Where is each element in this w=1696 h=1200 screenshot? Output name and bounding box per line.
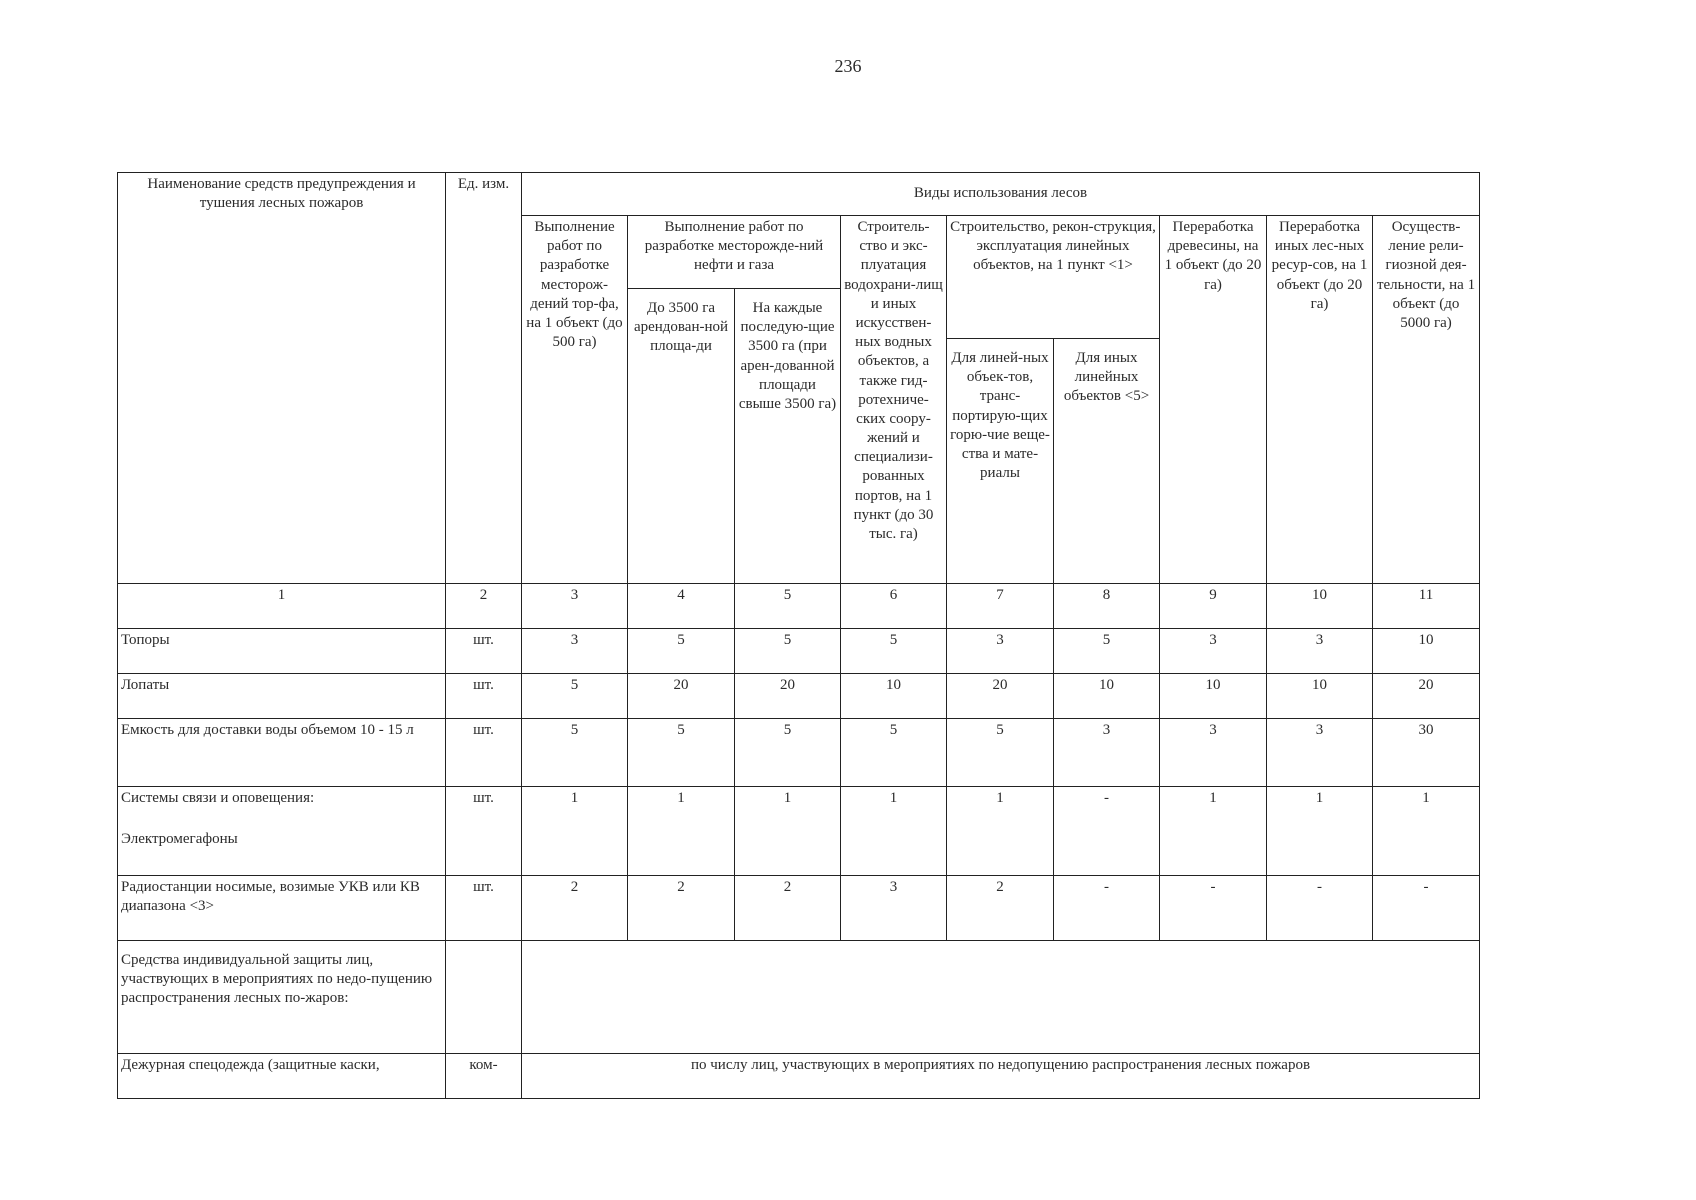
cell-value: 10: [1054, 674, 1160, 719]
cell-value: 3: [1267, 719, 1373, 787]
header-col-8: Для иных линейных объектов <5>: [1054, 339, 1160, 584]
cell-value: 1: [735, 787, 841, 876]
table-row: [118, 719, 1480, 787]
header-col-5: На каждые последую-щие 3500 га (при арен-дованной площади свыше 3500 га): [735, 289, 841, 584]
table-row: [118, 787, 1480, 876]
row-unit: шт.: [446, 787, 522, 876]
row-unit: ком-: [446, 1054, 522, 1099]
cell-value: 5: [628, 719, 735, 787]
row-name: Радиостанции носимые, возимые УКВ или КВ диапазона <3>: [118, 876, 446, 941]
col-number: 6: [841, 584, 947, 629]
section-heading-communications: Системы связи и оповещения:: [121, 790, 315, 806]
cell-value: 5: [841, 719, 947, 787]
cell-value: -: [1160, 876, 1267, 941]
cell-value: 2: [522, 876, 628, 941]
cell-value: 1: [1160, 787, 1267, 876]
cell-value: 1: [1267, 787, 1373, 876]
row-unit: шт.: [446, 674, 522, 719]
header-unit: Ед. изм.: [446, 173, 522, 584]
page-number: 236: [834, 56, 862, 76]
cell-value: -: [1267, 876, 1373, 941]
header-col-4: До 3500 га арендован-ной площа-ди: [628, 289, 735, 584]
row-name: Лопаты: [118, 674, 446, 719]
col-number: 3: [522, 584, 628, 629]
table-row: [118, 674, 1480, 719]
header-col-6: Строитель-ство и экс-плуатация водохрани-лищ и иных искусствен-ных водных объектов, а также гид-ротехниче-ских соору-жений и специализи-рованных портов, на 1 пункт (до 30 тыс. га): [841, 216, 947, 584]
header-group-linear: Строительство, рекон-струкция, эксплуатация линейных объектов, на 1 пункт <1>: [947, 216, 1160, 339]
header-group-forest-use: Виды использования лесов: [522, 173, 1480, 216]
header-col-9: Переработка древесины, на 1 объект (до 20 га): [1160, 216, 1267, 584]
section-heading-ppe: Средства индивидуальной защиты лиц, участвующих в мероприятиях по недо-пущению распространения лесных по-жаров:: [118, 941, 446, 1054]
cell-value: 2: [947, 876, 1054, 941]
row-name: Емкость для доставки воды объемом 10 - 15 л: [118, 719, 446, 787]
cell-value: 30: [1373, 719, 1480, 787]
column-numbers-row: [118, 584, 1480, 629]
cell-value: 5: [947, 719, 1054, 787]
cell-value: 3: [1267, 629, 1373, 674]
row-unit: шт.: [446, 719, 522, 787]
header-name: Наименование средств предупреждения и тушения лесных пожаров: [118, 173, 446, 584]
cell-value: 3: [1160, 719, 1267, 787]
cell-value: 5: [522, 674, 628, 719]
row-name: Топоры: [118, 629, 446, 674]
row-unit-empty: [446, 941, 522, 1054]
row-name: Дежурная спецодежда (защитные каски,: [118, 1054, 446, 1099]
cell-value: 10: [1160, 674, 1267, 719]
cell-value: 20: [1373, 674, 1480, 719]
cell-value: 1: [841, 787, 947, 876]
cell-value: 5: [1054, 629, 1160, 674]
row-unit: шт.: [446, 876, 522, 941]
cell-value: 2: [735, 876, 841, 941]
cell-value: 5: [628, 629, 735, 674]
merged-value-cell: по числу лиц, участвующих в мероприятиях по недопущению распространения лесных пожаров: [522, 1054, 1480, 1099]
cell-value: 1: [1373, 787, 1480, 876]
cell-value: 1: [522, 787, 628, 876]
cell-value: 1: [947, 787, 1054, 876]
col-number: 5: [735, 584, 841, 629]
cell-value: 20: [735, 674, 841, 719]
col-number: 7: [947, 584, 1054, 629]
row-unit: шт.: [446, 629, 522, 674]
cell-value: -: [1373, 876, 1480, 941]
col-number: 4: [628, 584, 735, 629]
col-number: 2: [446, 584, 522, 629]
cell-value: 3: [1054, 719, 1160, 787]
cell-value: 10: [1373, 629, 1480, 674]
cell-value: 5: [735, 719, 841, 787]
cell-value: 3: [841, 876, 947, 941]
cell-value: 10: [841, 674, 947, 719]
cell-value: -: [1054, 787, 1160, 876]
table-row: [118, 876, 1480, 941]
col-number: 8: [1054, 584, 1160, 629]
table-row: [118, 1054, 1480, 1099]
cell-value: 10: [1267, 674, 1373, 719]
cell-value: 5: [841, 629, 947, 674]
row-name-text: Электромегафоны: [121, 831, 238, 848]
col-number: 1: [118, 584, 446, 629]
header-col-10: Переработка иных лес-ных ресур-сов, на 1 объект (до 20 га): [1267, 216, 1373, 584]
header-col-3: Выполнение работ по разработке месторож-дений тор-фа, на 1 объект (до 500 га): [522, 216, 628, 584]
row-name: [118, 787, 446, 876]
header-group-oil-gas: Выполнение работ по разработке месторожде-ний нефти и газа: [628, 216, 841, 289]
cell-value: 5: [735, 629, 841, 674]
table-row: [118, 941, 1480, 1054]
cell-value: 3: [522, 629, 628, 674]
cell-value: 1: [628, 787, 735, 876]
cell-value: 3: [1160, 629, 1267, 674]
col-number: 11: [1373, 584, 1480, 629]
col-number: 9: [1160, 584, 1267, 629]
cell-value: 20: [628, 674, 735, 719]
cell-value: 2: [628, 876, 735, 941]
cell-value: 5: [522, 719, 628, 787]
header-col-7: Для линей-ных объек-тов, транс-портирую-щих горю-чие веще-ства и мате-риалы: [947, 339, 1054, 584]
cell-value: 3: [947, 629, 1054, 674]
merged-empty-cell: [522, 941, 1480, 1054]
col-number: 10: [1267, 584, 1373, 629]
cell-value: 20: [947, 674, 1054, 719]
fire-equipment-table: [117, 172, 1480, 1099]
table-row: [118, 629, 1480, 674]
header-col-11: Осуществ-ление рели-гиозной дея-тельности, на 1 объект (до 5000 га): [1373, 216, 1480, 584]
cell-value: -: [1054, 876, 1160, 941]
